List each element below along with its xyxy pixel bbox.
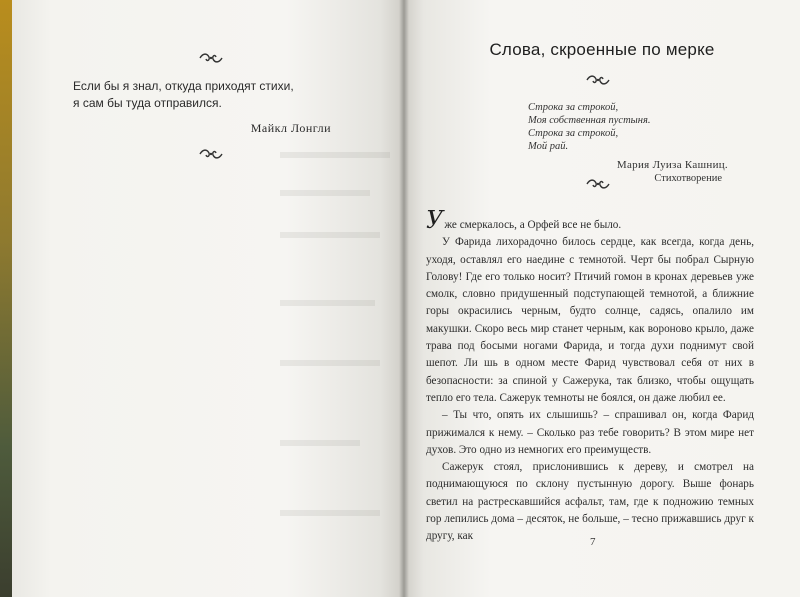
bleed-through-mark bbox=[280, 152, 390, 158]
chapter-body bbox=[426, 206, 754, 546]
epigraph-line: Моя собственная пустыня. bbox=[528, 115, 651, 126]
bleed-through-mark bbox=[280, 300, 375, 306]
ornament-icon bbox=[198, 52, 224, 64]
chapter-title: Слова, скроенные по мерке bbox=[489, 40, 715, 59]
book-gutter bbox=[399, 0, 409, 597]
ornament-icon bbox=[198, 148, 224, 160]
ornament-icon bbox=[585, 74, 611, 86]
epigraph-line: Мой рай. bbox=[528, 141, 569, 152]
bleed-through-mark bbox=[280, 510, 380, 516]
paragraph: – Ты что, опять их слышишь? – спрашивал он, когда Фарид прижимался к нему. – Сколько раз тебе говорить? В этом мире нет духов. Это одно из немногих его преимуществ. bbox=[426, 409, 754, 456]
epigraph-author: Мария Луиза Кашниц. bbox=[616, 159, 728, 171]
epigraph-line: Если бы я знал, откуда приходят стихи, bbox=[73, 79, 294, 93]
left-epigraph bbox=[73, 78, 343, 137]
opening-line-text: же смеркалось, а Орфей все не было. bbox=[444, 219, 622, 231]
right-epigraph bbox=[528, 101, 728, 185]
bleed-through-mark bbox=[280, 190, 370, 196]
opening-line bbox=[426, 206, 754, 234]
paragraph: Сажерук стоял, прислонившись к дереву, и смотрел на поднимающуюся по склону пустынную дорогу. Выше фонарь светил на растрескавшийся асфальт, там, где к подножию темных гор лепились дома – десяток, не больше, – тесно прижавшись друг к другу, как bbox=[426, 461, 754, 543]
epigraph-author: Майкл Лонгли bbox=[250, 121, 331, 135]
epigraph-line: Строка за строкой, bbox=[528, 128, 619, 139]
epigraph-work: Стихотворение bbox=[654, 173, 722, 184]
paragraph: У Фарида лихорадочно билось сердце, как всегда, когда день, уходя, оставлял его наедине с темнотой. Черт бы побрал Сырную Голову! Где его только носит? Птичий гомон в кронах деревьев уже смолк, словно придушенный подступающей темнотой, а ближние горы окрасились черным, будто солнце, садясь, опалило им макушки. Скоро весь мир станет черным, как вороново крыло, даже трава под босыми ногами Фарида, и тогда духи поднимут свой шепот. Ли шь в одном месте Фарид чувствовал себя от них в безопасности: за спиной у Сажерука, так близко, чтобы ощущать тепло его тела. Сажерук темноты не боялся, он даже любил ее. bbox=[426, 236, 754, 404]
bleed-through-mark bbox=[280, 232, 380, 238]
page-number: 7 bbox=[590, 536, 596, 548]
bleed-through-mark bbox=[280, 360, 380, 366]
bleed-through-mark bbox=[280, 440, 360, 446]
ornament-icon bbox=[585, 178, 611, 190]
epigraph-line: Строка за строкой, bbox=[528, 102, 619, 113]
epigraph-line: я сам бы туда отправился. bbox=[73, 96, 222, 110]
drop-cap: У bbox=[426, 206, 444, 234]
